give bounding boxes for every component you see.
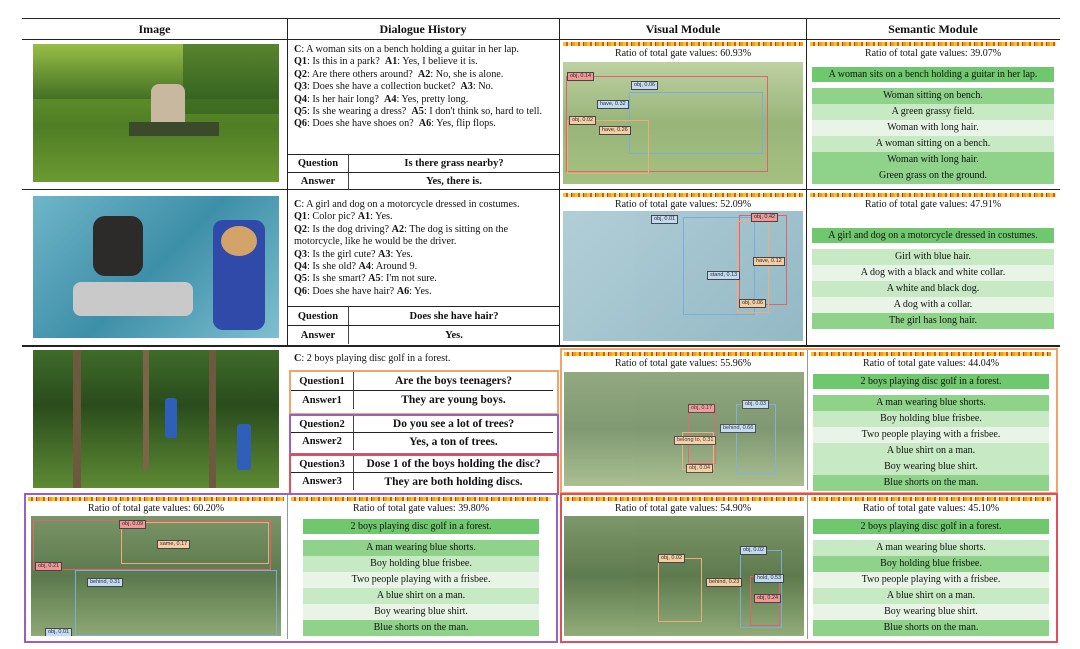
answer-row2 <box>288 326 559 344</box>
a-text: : Yes. <box>409 285 432 297</box>
tree-trunk <box>143 350 149 470</box>
semantic-item: A dog with a collar. <box>812 297 1054 313</box>
relation-tag: obj, 0.21 <box>35 562 62 571</box>
a-label: A2 <box>417 68 431 80</box>
semantic-list-row2 <box>812 228 1054 329</box>
a-label: A1 <box>384 56 398 68</box>
gate-heatmap <box>564 352 804 356</box>
q-label: Q1 <box>294 211 308 223</box>
a-text-cont: motorcycle, like he would be the driver. <box>294 236 457 248</box>
relation-tag: obj, 0.42 <box>751 213 778 222</box>
a-label: A6 <box>396 285 410 297</box>
relation-tag: hold, 0.53 <box>754 574 784 583</box>
q-text: : Color pic? <box>307 211 358 223</box>
a-label: A1 <box>357 211 371 223</box>
park-woman-photo <box>33 44 279 182</box>
semantic-list-row1 <box>812 67 1054 184</box>
a-label: A3 <box>378 248 391 260</box>
q-label: Q6 <box>294 285 308 297</box>
dialogue-row3 <box>294 353 556 365</box>
semantic-item: A man wearing blue shorts. <box>813 540 1049 556</box>
question3-row <box>291 456 553 472</box>
tree-trunk <box>209 350 216 488</box>
relation-tag: obj, 0.02 <box>740 546 767 555</box>
boy-figure <box>237 424 251 470</box>
answer3-row <box>291 473 553 490</box>
visual-attention-photo <box>563 211 803 341</box>
caption-text: : A woman sits on a bench holding a guitar in her lap. <box>301 44 519 55</box>
question-text: Dose 1 of the boys holding the disc? <box>366 458 541 470</box>
q-text: : Is she wearing a dress? <box>307 106 409 118</box>
visual-attention-photo <box>563 62 803 184</box>
forest-boys-photo <box>33 350 279 488</box>
relation-tag: same, 0.17 <box>157 540 190 549</box>
attention-box <box>658 558 702 622</box>
relation-tag: behind, 0.31 <box>87 578 123 587</box>
gate-heatmap <box>28 497 284 501</box>
semantic-item: A man wearing blue shorts. <box>813 395 1049 411</box>
question-label: Question <box>288 155 349 172</box>
q-text: : Does she have hair? <box>307 285 397 297</box>
semantic-caption: 2 boys playing disc golf in a forest. <box>813 519 1049 534</box>
relation-tag: have, 0.32 <box>597 100 629 109</box>
gate-heatmap <box>810 193 1056 197</box>
col-sep <box>807 350 808 490</box>
semantic-item: Woman with long hair. <box>812 120 1054 136</box>
caption-label: C <box>294 353 302 364</box>
semantic-item: Boy wearing blue shirt. <box>303 604 539 620</box>
question-label: Question1 <box>291 372 354 390</box>
relation-tag: obj, 0.02 <box>569 116 596 125</box>
row-rule <box>22 189 1060 190</box>
semantic-caption: A woman sits on a bench holding a guitar in her lap. <box>812 67 1054 82</box>
semantic-item: Boy holding blue frisbee. <box>303 556 539 572</box>
q-label: Q5 <box>294 273 308 285</box>
answer-label: Answer3 <box>291 473 354 490</box>
a-label: A4 <box>383 93 397 105</box>
relation-tag: obj, 0.09 <box>119 520 146 529</box>
a-text: : Yes, flip flops. <box>431 118 496 130</box>
answer-text: They are both holding discs. <box>384 475 523 488</box>
caption-text: : 2 boys playing disc golf in a forest. <box>301 353 451 364</box>
a-text: : Yes, I believe it is. <box>397 56 478 68</box>
semantic-ratio: Ratio of total gate values: 39.80% <box>352 503 490 514</box>
semantic-list-row4-right <box>813 519 1049 636</box>
visual-ratio: Ratio of total gate values: 60.93% <box>614 48 752 59</box>
header-dialogue: Dialogue History <box>379 22 467 36</box>
semantic-item: Boy wearing blue shirt. <box>813 459 1049 475</box>
semantic-item: Blue shorts on the man. <box>813 620 1049 636</box>
semantic-item: A blue shirt on a man. <box>813 443 1049 459</box>
gate-heatmap <box>291 497 551 501</box>
answer-row1 <box>288 173 559 190</box>
relation-tag: obj, 0.03 <box>742 400 769 409</box>
question1-row <box>291 372 553 390</box>
question-text: Does she have hair? <box>409 310 499 322</box>
gate-heatmap <box>810 42 1056 46</box>
girl-head <box>221 226 257 256</box>
semantic-caption: 2 boys playing disc golf in a forest. <box>303 519 539 534</box>
q-text: : Does she have shoes on? <box>307 118 417 130</box>
a-text: : I don't think so, hard to tell. <box>423 106 543 118</box>
girl-dog-photo <box>33 196 279 338</box>
attention-box <box>629 92 763 154</box>
a-text: : Yes, pretty long. <box>396 93 469 105</box>
question-row2 <box>288 307 559 325</box>
semantic-item: The girl has long hair. <box>812 313 1054 329</box>
header-image: Image <box>138 22 171 36</box>
semantic-item: Boy holding blue frisbee. <box>813 411 1049 427</box>
visual-attention-photo <box>564 516 804 636</box>
relation-tag: obj, 0.02 <box>658 554 685 563</box>
a-label: A3 <box>460 81 473 93</box>
relation-tag: behind, 0.23 <box>706 578 742 587</box>
semantic-item: Two people playing with a frisbee. <box>303 572 539 588</box>
q-text: : Is this in a park? <box>307 56 383 68</box>
semantic-item: A man wearing blue shorts. <box>303 540 539 556</box>
tree-trunk <box>73 350 81 488</box>
dog-figure <box>93 216 143 276</box>
relation-tag: have, 0.26 <box>599 126 631 135</box>
top-rule <box>22 18 1060 19</box>
answer-label: Answer2 <box>291 433 354 450</box>
row-rule <box>22 345 1060 347</box>
q-label: Q3 <box>294 81 308 93</box>
col-sep <box>807 495 808 639</box>
visual-attention-photo <box>31 516 281 636</box>
relation-tag: obj, 0.24 <box>754 594 781 603</box>
a-text: : Around 9. <box>370 261 418 273</box>
a-label: A4 <box>358 261 371 273</box>
caption-label: C <box>294 199 302 210</box>
semantic-ratio: Ratio of total gate values: 45.10% <box>862 503 1000 514</box>
q-label: Q2 <box>294 223 308 235</box>
semantic-item: A white and black dog. <box>812 281 1054 297</box>
bench <box>129 122 219 136</box>
gate-heatmap <box>811 497 1051 501</box>
q-text: : Does she have a collection bucket? <box>307 81 458 93</box>
semantic-ratio: Ratio of total gate values: 47.91% <box>864 199 1002 210</box>
relation-tag: obj, 0.01 <box>651 215 678 224</box>
answer2-row <box>291 433 553 450</box>
a-label: A5 <box>368 273 381 285</box>
semantic-item: Blue shorts on the man. <box>303 620 539 636</box>
caption-label: C <box>294 44 302 55</box>
answer-text: Yes. <box>445 329 463 341</box>
caption-text: : A girl and dog on a motorcycle dressed in costumes. <box>301 199 520 210</box>
relation-tag: obj, 0.01 <box>45 628 72 636</box>
visual-ratio: Ratio of total gate values: 55.96% <box>614 358 752 369</box>
semantic-ratio: Ratio of total gate values: 44.04% <box>862 358 1000 369</box>
relation-tag: obj, 0.04 <box>686 464 713 473</box>
semantic-item: Boy wearing blue shirt. <box>813 604 1049 620</box>
q-text: : Is she smart? <box>307 273 369 285</box>
semantic-item: A blue shirt on a man. <box>813 588 1049 604</box>
a-text: : Yes. <box>390 248 413 260</box>
semantic-list-row4-left <box>303 519 539 636</box>
gate-heatmap <box>811 352 1051 356</box>
a-text: : Yes. <box>370 211 393 223</box>
q-text: : Is the girl cute? <box>307 248 379 260</box>
q-label: Q6 <box>294 118 308 130</box>
header-rule <box>22 39 1060 40</box>
q-label: Q3 <box>294 248 308 260</box>
gate-heatmap <box>563 193 803 197</box>
semantic-item: Girl with blue hair. <box>812 249 1054 265</box>
answer-text: They are young boys. <box>401 394 506 406</box>
question-label: Question2 <box>291 416 354 432</box>
relation-tag: belong to, 0.31 <box>674 436 716 445</box>
question-text: Do you see a lot of trees? <box>392 418 515 430</box>
question-text: Are the boys teenagers? <box>395 375 512 387</box>
q-label: Q5 <box>294 106 308 118</box>
q-text: : Is the dog driving? <box>307 223 392 235</box>
a-text: : The dog is sitting on the <box>404 223 509 235</box>
relation-tag: obj, 0.06 <box>631 81 658 90</box>
visual-ratio: Ratio of total gate values: 60.20% <box>87 503 225 514</box>
question-row1 <box>288 155 559 172</box>
semantic-item: Woman sitting on bench. <box>812 88 1054 104</box>
q-text: : Are there others around? <box>307 68 416 80</box>
col-sep-2 <box>559 18 560 345</box>
question2-row <box>291 416 553 432</box>
q-label: Q4 <box>294 93 308 105</box>
visual-ratio: Ratio of total gate values: 54.90% <box>614 503 752 514</box>
answer1-row <box>291 391 553 409</box>
semantic-caption: A girl and dog on a motorcycle dressed in costumes. <box>812 228 1054 243</box>
answer-label: Answer <box>288 326 349 344</box>
semantic-caption: 2 boys playing disc golf in a forest. <box>813 374 1049 389</box>
visual-attention-photo <box>564 372 804 486</box>
col-sep <box>287 495 288 639</box>
a-label: A6 <box>418 118 432 130</box>
header-semantic: Semantic Module <box>888 22 978 36</box>
semantic-item: A green grassy field. <box>812 104 1054 120</box>
attention-box <box>736 404 776 474</box>
answer-text: Yes, there is. <box>426 176 482 187</box>
semantic-item: Boy holding blue frisbee. <box>813 556 1049 572</box>
q-text: : Is her hair long? <box>307 93 382 105</box>
relation-tag: obj, 0.06 <box>739 299 766 308</box>
relation-tag: have, 0.12 <box>753 257 785 266</box>
semantic-item: Blue shorts on the man. <box>813 475 1049 491</box>
semantic-item: Two people playing with a frisbee. <box>813 572 1049 588</box>
answer-label: Answer <box>288 173 349 190</box>
col-sep-3 <box>806 18 807 345</box>
answer-text: Yes, a ton of trees. <box>409 435 498 448</box>
q-label: Q2 <box>294 68 308 80</box>
relation-tag: obj, 0.14 <box>567 72 594 81</box>
relation-tag: behind, 0.66 <box>720 424 756 433</box>
answer-label: Answer1 <box>291 391 354 409</box>
gate-heatmap <box>564 497 804 501</box>
header-visual: Visual Module <box>645 22 721 36</box>
a-text: : No, she is alone. <box>430 68 504 80</box>
dialogue-row2 <box>294 199 556 298</box>
question-label: Question3 <box>291 456 354 472</box>
a-text: : No. <box>472 81 494 93</box>
dialogue-row1 <box>294 44 556 131</box>
semantic-item: A blue shirt on a man. <box>303 588 539 604</box>
semantic-item: Two people playing with a frisbee. <box>813 427 1049 443</box>
visual-ratio: Ratio of total gate values: 52.09% <box>614 199 752 210</box>
gate-heatmap <box>563 42 803 46</box>
semantic-item: Woman with long hair. <box>812 152 1054 168</box>
semantic-list-row3 <box>813 374 1049 491</box>
semantic-item: A dog with a black and white collar. <box>812 265 1054 281</box>
semantic-ratio: Ratio of total gate values: 39.07% <box>864 48 1002 59</box>
a-label: A5 <box>411 106 424 118</box>
motorcycle <box>73 282 193 316</box>
a-label: A2 <box>391 223 405 235</box>
relation-tag: stand, 0.13 <box>707 271 740 280</box>
q-label: Q1 <box>294 56 308 68</box>
q-label: Q4 <box>294 261 308 273</box>
semantic-item: Green grass on the ground. <box>812 168 1054 184</box>
boy-figure <box>165 398 177 438</box>
a-text: : I'm not sure. <box>380 273 437 285</box>
question-text: Is there grass nearby? <box>404 158 504 169</box>
q-text: : Is she old? <box>307 261 359 273</box>
question-label: Question <box>288 307 349 325</box>
semantic-item: A woman sitting on a bench. <box>812 136 1054 152</box>
relation-tag: obj, 0.17 <box>688 404 715 413</box>
